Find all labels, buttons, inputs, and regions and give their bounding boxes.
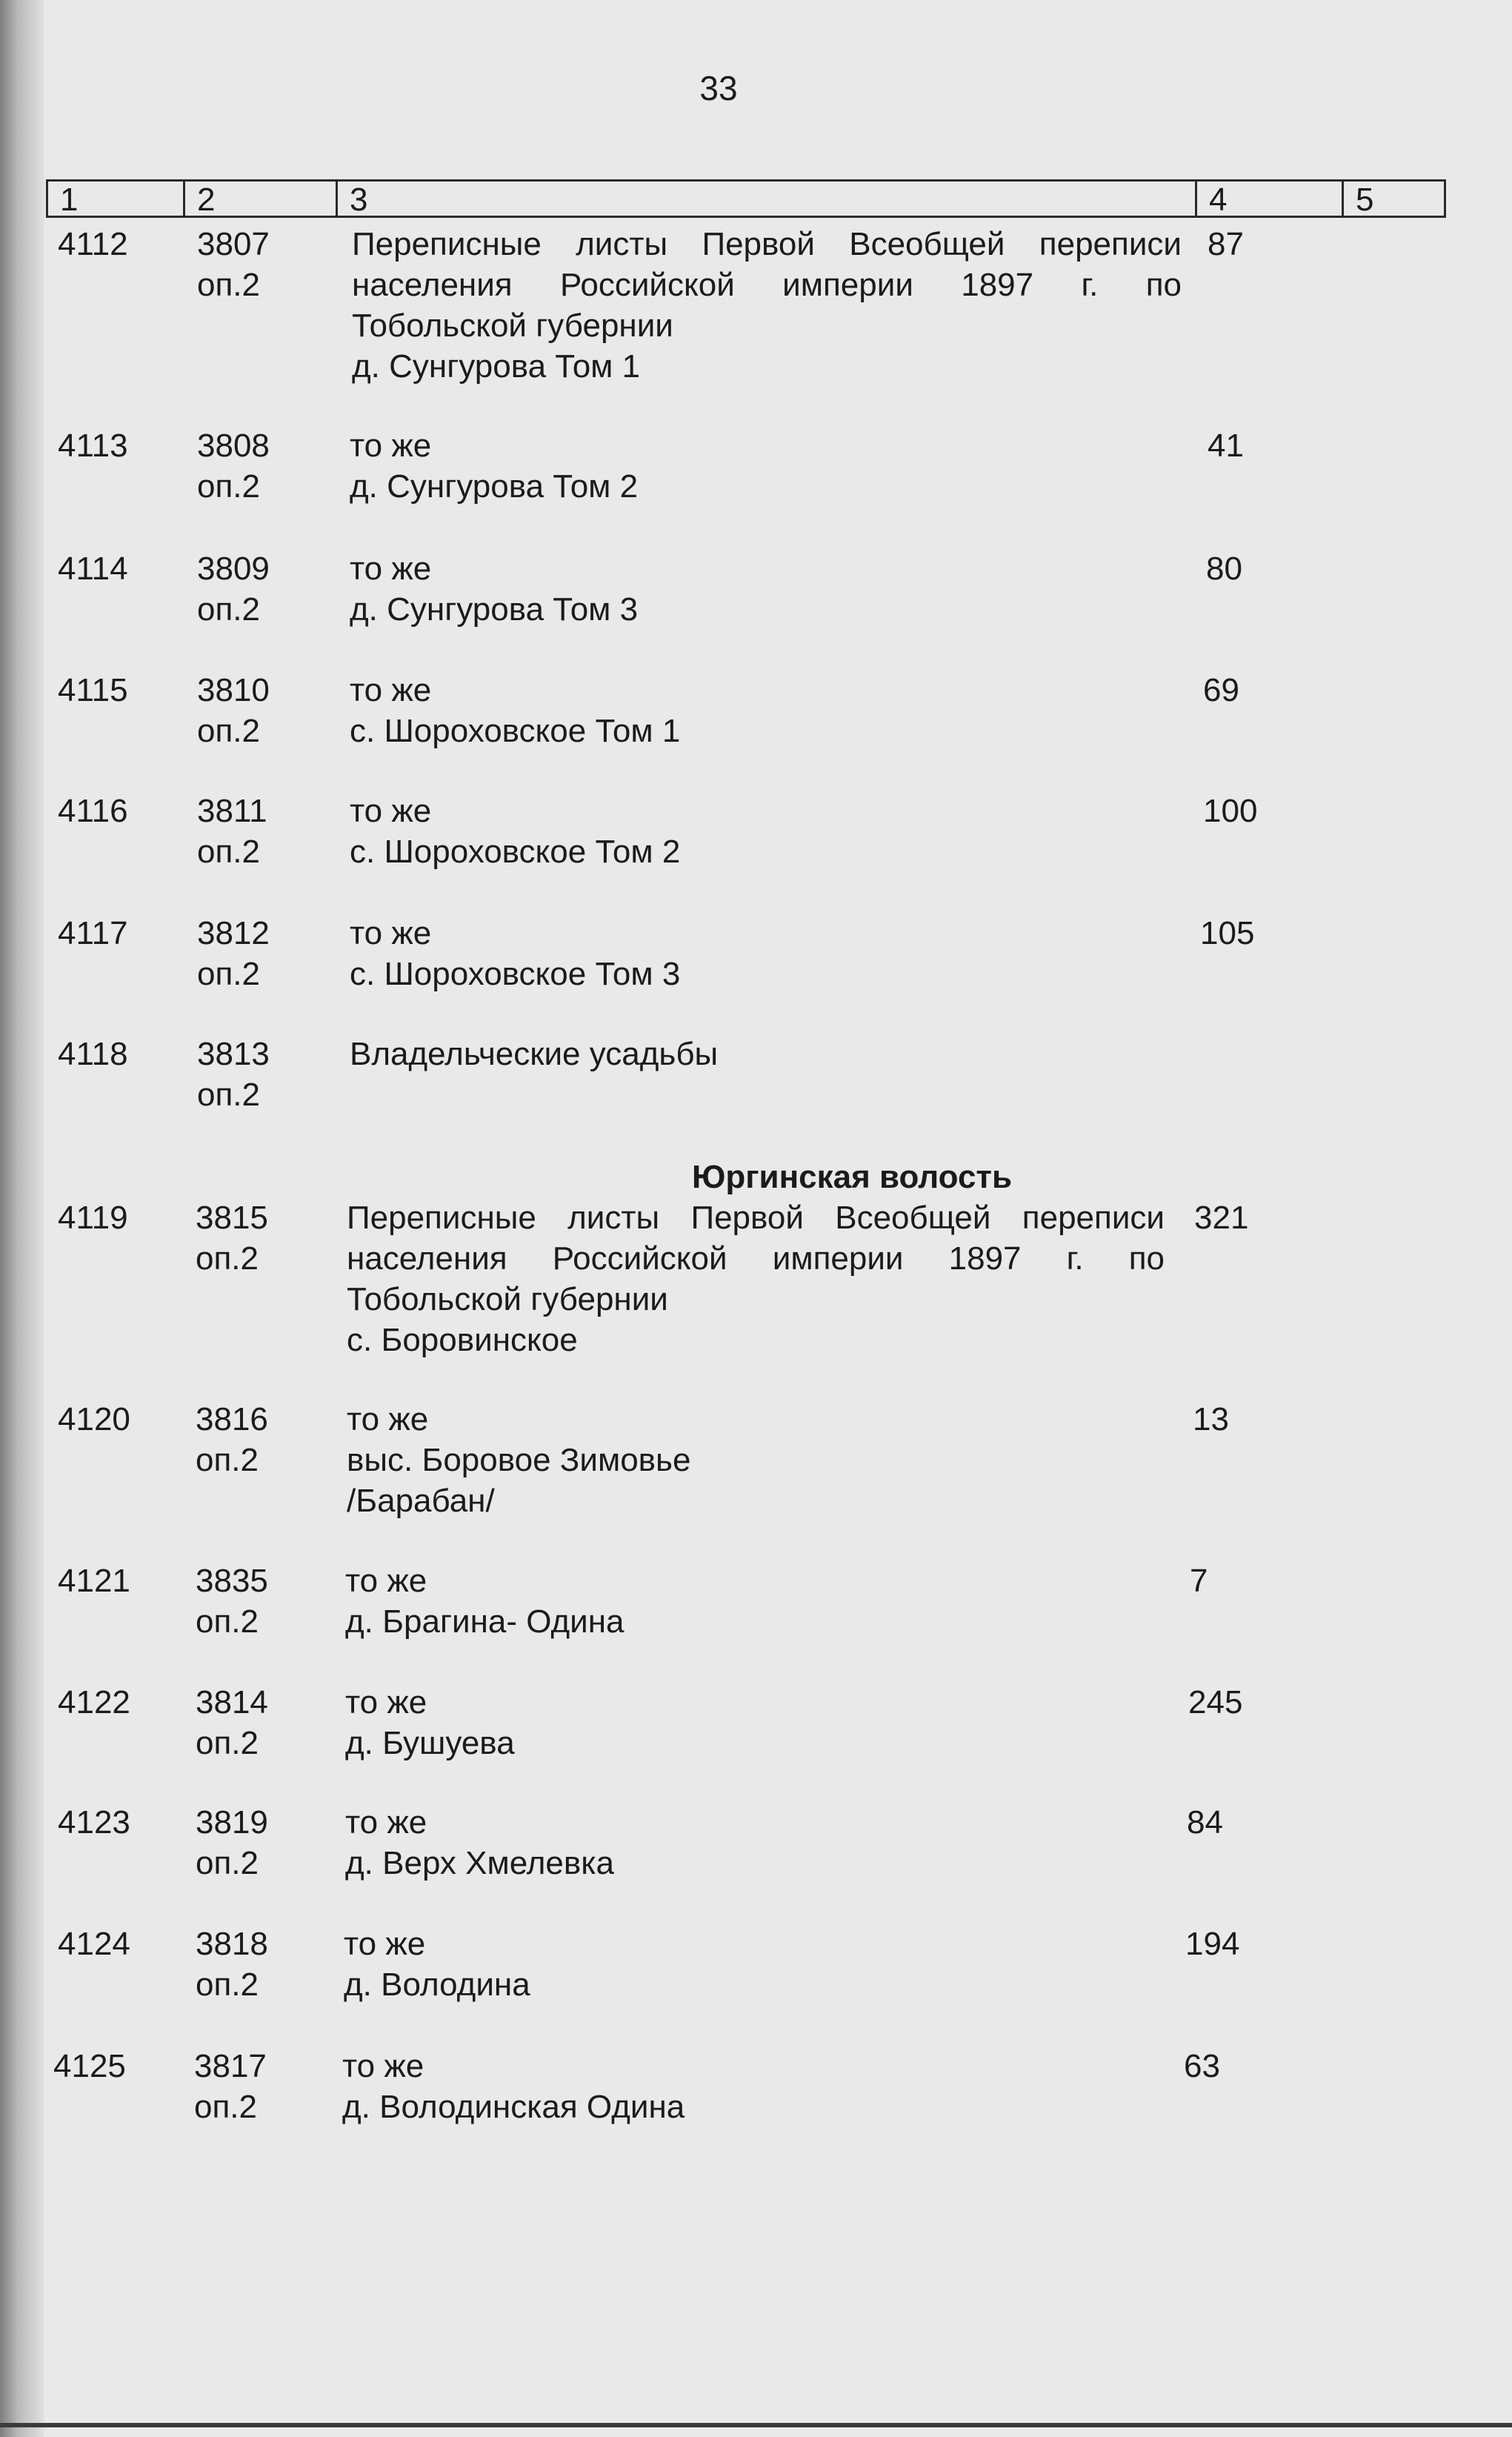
description: то же д. Володина <box>344 1926 530 2003</box>
column-header-4: 4 <box>1197 182 1344 216</box>
row-number: 4117 <box>58 915 128 951</box>
binding-shadow <box>0 0 44 2437</box>
description: Владельческие усадьбы <box>350 1036 719 1072</box>
description: то же д. Верх Хмелевка <box>345 1804 614 1881</box>
description: Переписные листы Первой Всеобщей переписи населения Российской империи 1897 г. по Тобольской губернии д. Сунгурова Том 1 <box>352 226 1182 385</box>
page-number: 33 <box>699 69 738 107</box>
sheet-count: 321 <box>1194 1200 1249 1236</box>
sheet-count: 194 <box>1185 1926 1240 1962</box>
column-header-5: 5 <box>1356 182 1374 218</box>
row-number: 4124 <box>58 1926 130 1962</box>
row-number: 4112 <box>58 226 128 262</box>
description: то же д. Володинская Одина <box>342 2048 685 2125</box>
sheet-count: 69 <box>1203 672 1239 708</box>
section-heading: Юргинская волость <box>691 1159 1013 1195</box>
row-number: 4121 <box>58 1563 130 1599</box>
file-code: 3813 оп.2 <box>197 1036 270 1113</box>
file-code: 3814 оп.2 <box>196 1684 268 1761</box>
sheet-count: 63 <box>1184 2048 1220 2084</box>
description: то же д. Брагина- Одина <box>345 1563 625 1640</box>
file-code: 3812 оп.2 <box>197 915 270 992</box>
file-code: 3817 оп.2 <box>194 2048 267 2125</box>
description: то же д. Сунгурова Том 2 <box>350 428 639 505</box>
file-code: 3819 оп.2 <box>196 1804 268 1881</box>
row-number: 4123 <box>58 1804 130 1841</box>
description: то же выс. Боровое Зимовье /Барабан/ <box>347 1401 691 1519</box>
column-header-1: 1 <box>48 182 185 216</box>
description: то же д. Бушуева <box>345 1684 515 1761</box>
row-number: 4122 <box>58 1684 130 1720</box>
row-number: 4119 <box>58 1200 128 1236</box>
row-number: 4116 <box>58 793 128 829</box>
sheet-count: 41 <box>1208 428 1244 464</box>
file-code: 3816 оп.2 <box>196 1401 268 1478</box>
column-header-3: 3 <box>338 182 1197 216</box>
column-header-2: 2 <box>185 182 338 216</box>
sheet-count: 100 <box>1203 793 1258 829</box>
sheet-count: 87 <box>1208 226 1244 262</box>
sheet-count: 7 <box>1190 1563 1208 1599</box>
row-number: 4115 <box>58 672 128 708</box>
row-number: 4113 <box>58 428 128 464</box>
file-code: 3808 оп.2 <box>197 428 270 505</box>
file-code: 3815 оп.2 <box>196 1200 268 1277</box>
file-code: 3811 оп.2 <box>197 793 267 870</box>
row-number: 4120 <box>58 1401 130 1437</box>
description: то же д. Сунгурова Том 3 <box>350 551 639 628</box>
description: то же с. Шороховское Том 3 <box>350 915 681 992</box>
page-edge-rule <box>0 2423 1512 2427</box>
column-header-row <box>46 179 1446 218</box>
sheet-count: 13 <box>1193 1401 1229 1437</box>
sheet-count: 80 <box>1206 551 1242 587</box>
row-number: 4125 <box>53 2048 126 2084</box>
sheet-count: 245 <box>1188 1684 1243 1720</box>
description: то же с. Шороховское Том 1 <box>350 672 681 749</box>
sheet-count: 105 <box>1200 915 1255 951</box>
file-code: 3810 оп.2 <box>197 672 270 749</box>
file-code: 3807 оп.2 <box>197 226 270 303</box>
description: то же с. Шороховское Том 2 <box>350 793 681 870</box>
description: Переписные листы Первой Всеобщей переписи населения Российской империи 1897 г. по Тобольской губернии с. Боровинское <box>347 1200 1165 1358</box>
file-code: 3835 оп.2 <box>196 1563 268 1640</box>
row-number: 4114 <box>58 551 128 587</box>
file-code: 3818 оп.2 <box>196 1926 268 2003</box>
sheet-count: 84 <box>1187 1804 1223 1841</box>
row-number: 4118 <box>58 1036 128 1072</box>
file-code: 3809 оп.2 <box>197 551 270 628</box>
